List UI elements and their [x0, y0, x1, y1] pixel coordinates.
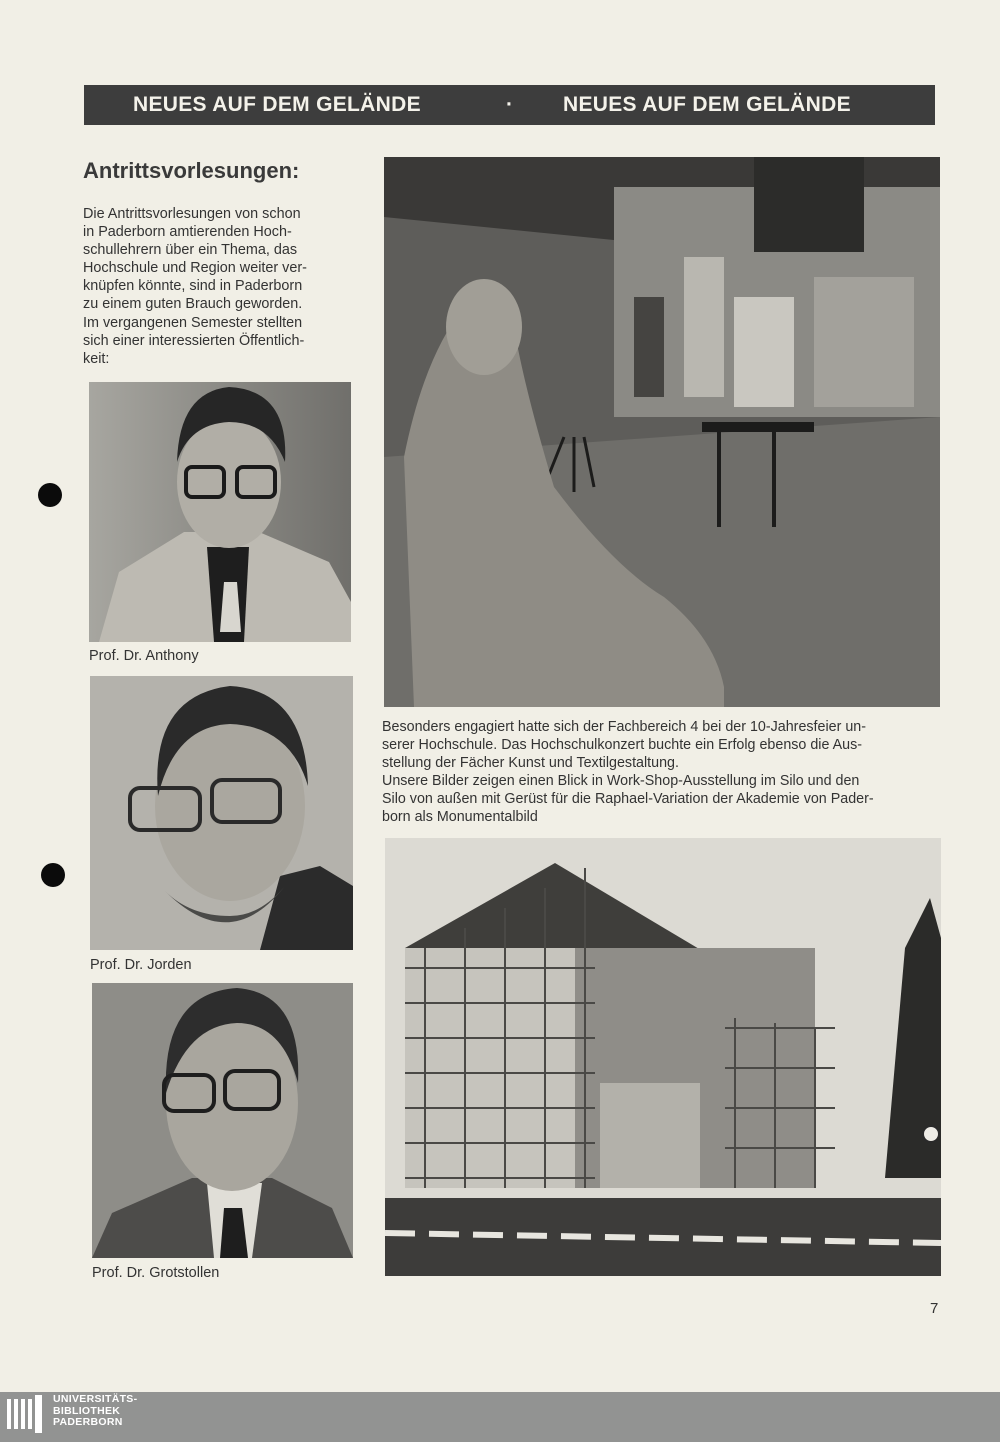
intro-line: in Paderborn amtierenden Hoch-	[83, 224, 292, 241]
university-library-logo	[5, 1393, 47, 1437]
header-title-right: NEUES AUF DEM GELÄNDE	[563, 93, 851, 116]
intro-line: zu einem guten Brauch geworden.	[83, 296, 303, 313]
portrait-photo-anthony	[89, 382, 351, 642]
header-banner	[84, 85, 935, 125]
library-footer	[0, 1392, 1000, 1442]
library-name-line: PADERBORN	[53, 1416, 123, 1429]
header-title-left: NEUES AUF DEM GELÄNDE	[133, 93, 421, 116]
intro-line: Im vergangenen Semester stellten	[83, 314, 303, 331]
article-text	[382, 719, 942, 826]
intro-line: knüpfen könnte, sind in Paderborn	[83, 278, 303, 295]
portrait-caption-jorden: Prof. Dr. Jorden	[90, 957, 192, 973]
header-separator: ·	[506, 93, 514, 116]
library-name-line: BIBLIOTHEK	[53, 1404, 121, 1417]
article-line: serer Hochschule. Das Hochschulkonzert buchte ein Erfolg ebenso die Aus-	[382, 736, 862, 753]
portrait-photo-jorden	[90, 676, 353, 950]
portrait-photo-grotstollen	[92, 983, 353, 1258]
library-name-line: UNIVERSITÄTS-	[53, 1393, 138, 1405]
intro-line: Hochschule und Region weiter ver-	[83, 260, 307, 277]
intro-paragraph	[83, 205, 345, 368]
library-name	[53, 1394, 137, 1429]
article-line: Silo von außen mit Gerüst für die Raphael-Variation der Akademie von Pader-	[382, 790, 874, 807]
portrait-caption-grotstollen: Prof. Dr. Grotstollen	[92, 1265, 220, 1281]
exhibition-photo	[384, 157, 940, 707]
punch-hole	[38, 483, 62, 507]
page-number: 7	[930, 1300, 939, 1317]
intro-line: keit:	[83, 350, 110, 367]
intro-line: schullehrern über ein Thema, das	[83, 242, 298, 259]
intro-line: sich einer interessierten Öffentlich-	[83, 332, 305, 349]
intro-line: Die Antrittsvorlesungen von schon	[83, 206, 301, 222]
section-title: Antrittsvorlesungen:	[83, 158, 300, 183]
silo-exterior-photo	[385, 838, 941, 1276]
article-line: Unsere Bilder zeigen einen Blick in Work-Shop-Ausstellung im Silo und den	[382, 772, 860, 789]
article-line: Besonders engagiert hatte sich der Fachbereich 4 bei der 10-Jahresfeier un-	[382, 719, 866, 735]
punch-hole	[41, 863, 65, 887]
article-line: born als Monumentalbild	[382, 808, 538, 825]
portrait-caption-anthony: Prof. Dr. Anthony	[89, 648, 199, 664]
article-line: stellung der Fächer Kunst und Textilgestaltung.	[382, 754, 679, 771]
